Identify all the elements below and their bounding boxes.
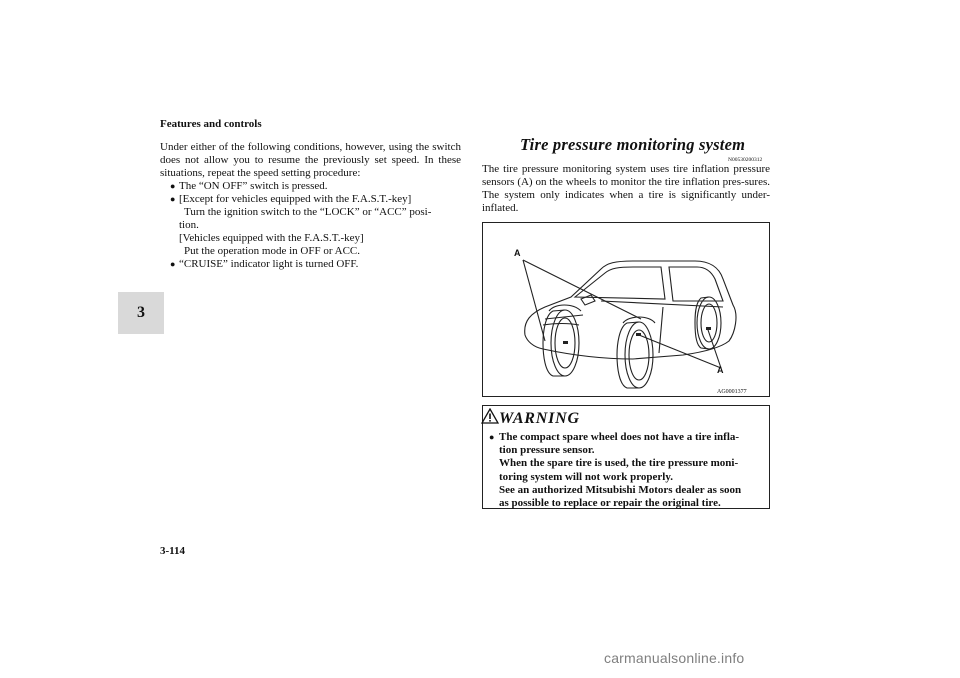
list-item-continuation: tion.	[179, 219, 199, 231]
list-item-continuation: [Vehicles equipped with the F.A.S.T.-key]	[179, 232, 364, 244]
list-item: ● “CRUISE” indicator light is turned OFF.	[170, 258, 359, 270]
section-body: The tire pressure monitoring system uses tire inflation pressure sensors (A) on the wheels to monitor the tire inflation pres-sures. The system only indicates when a tire is significantly under-inflated.	[482, 163, 770, 214]
warning-body	[489, 431, 765, 510]
warning-item: ● The compact spare wheel does not have a tire infla-	[489, 431, 740, 443]
figure-code: AG0001377	[717, 389, 747, 395]
list-item-continuation: Turn the ignition switch to the “LOCK” or “ACC” posi-	[184, 206, 432, 218]
bullet-icon: ●	[170, 194, 176, 204]
list-item: ● [Except for vehicles equipped with the F.A.S.T.-key]	[170, 193, 412, 205]
bullet-icon: ●	[170, 259, 176, 269]
left-column	[160, 141, 461, 271]
figure-label-a-top: A	[514, 248, 521, 258]
watermark: carmanualsonline.info	[604, 650, 745, 666]
running-header: Features and controls	[160, 118, 262, 130]
figure-label-a-bottom: A	[717, 365, 724, 375]
car-line-drawing	[483, 223, 769, 396]
intro-paragraph: Under either of the following conditions, however, using the switch does not allow you to resume the previously set speed. In these situations, repeat the speed setting procedure:	[160, 141, 461, 179]
warning-line: toring system will not work properly.	[499, 470, 673, 483]
bullet-icon: ●	[489, 432, 495, 442]
chapter-number: 3	[137, 304, 145, 321]
warning-heading: WARNING	[499, 410, 580, 427]
car-illustration	[482, 222, 770, 397]
section-title: Tire pressure monitoring system	[520, 135, 746, 154]
warning-line: tion pressure sensor.	[499, 444, 595, 457]
warning-line: When the spare tire is used, the tire pressure moni-	[499, 457, 739, 470]
list-item-continuation: Put the operation mode in OFF or ACC.	[184, 245, 360, 257]
section-code: N00530200312	[728, 157, 763, 163]
page-number: 3-114	[160, 545, 186, 557]
warning-line: as possible to replace or repair the original tire.	[499, 497, 721, 510]
bullet-icon: ●	[170, 181, 176, 191]
list-item: ● The “ON OFF” switch is pressed.	[170, 180, 328, 192]
warning-line: See an authorized Mitsubishi Motors dealer as soon	[499, 483, 742, 496]
warning-triangle-icon	[481, 408, 499, 424]
